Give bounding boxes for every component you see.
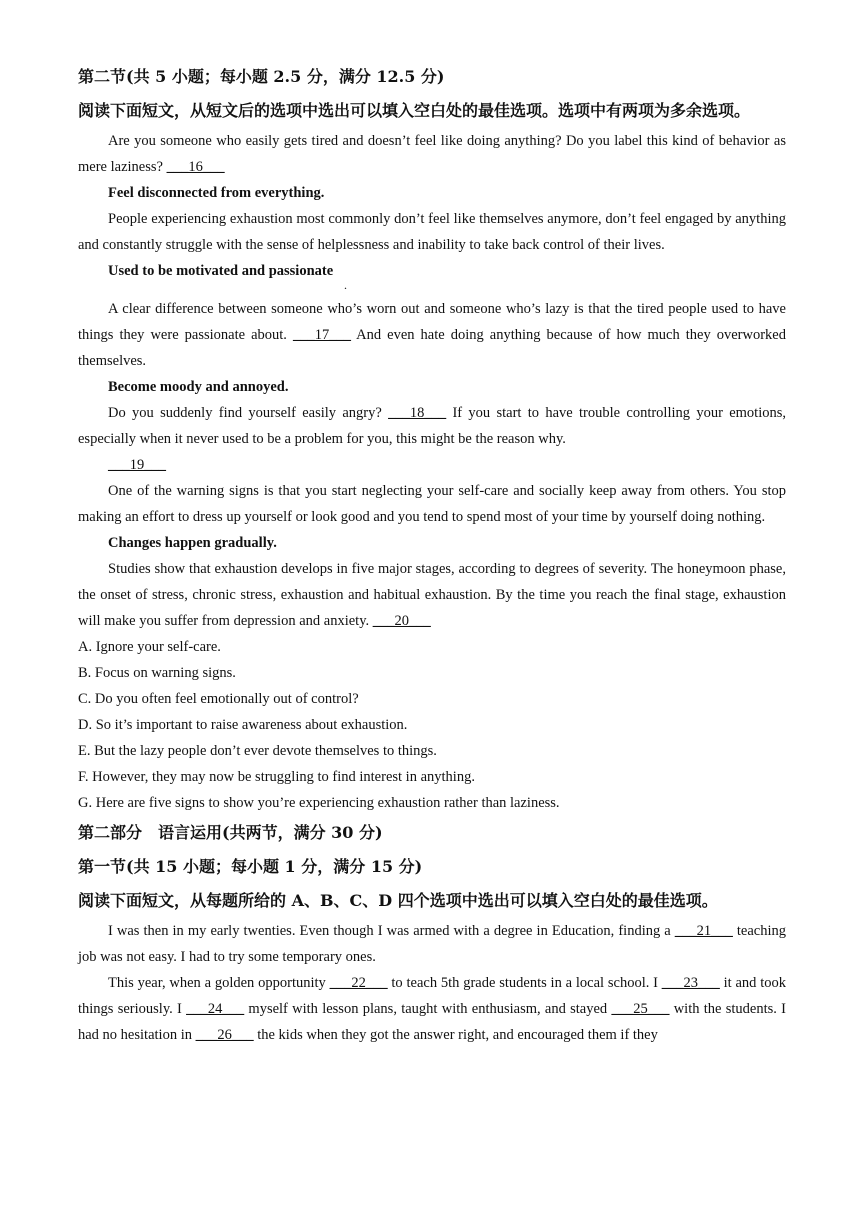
option-b: B. Focus on warning signs. [78, 665, 236, 681]
part2-instruction: 阅读下面短文，从每题所给的 A、B、C、D 四个选项中选出可以填入空白处的最佳选项。 [78, 891, 718, 910]
blank-24: ___24___ [186, 1001, 245, 1017]
stray-dot-line [78, 278, 786, 296]
part2-section1-heading: 第一节(共 15 小题；每小题 1 分，满分 15 分) [78, 857, 423, 876]
blank-18: ___18___ [388, 405, 447, 421]
option-g: G. Here are five signs to show you’re experiencing exhaustion rather than laziness. [78, 795, 560, 811]
passage1-paragraph-4 [78, 400, 786, 452]
blank-22: ___22___ [329, 975, 388, 991]
section2-instruction: 阅读下面短文，从短文后的选项中选出可以填入空白处的最佳选项。选项中有两项为多余选项。 [78, 101, 751, 120]
stray-dot: . [344, 278, 347, 292]
blank-19: ___19___ [108, 457, 166, 473]
option-f: F. However, they may now be struggling to find interest in anything. [78, 769, 475, 785]
passage2-text: teaching job was not easy. I had to try some temporary ones. [78, 923, 786, 965]
passage2-text: with the students. I had no hesitation in [78, 1001, 786, 1043]
passage1-subheading-3: Become moody and annoyed. [108, 379, 289, 395]
blank-16: ___16___ [166, 159, 225, 175]
passage1-subheading-4: Changes happen gradually. [108, 535, 277, 551]
passage2-text: I was then in my early twenties. Even though I was armed with a degree in Education, finding a [108, 923, 675, 939]
passage1-text: Are you someone who easily gets tired and doesn’t feel like doing anything? Do you label this kind of behavior as mere laziness? [78, 133, 786, 175]
passage1-text: A clear difference between someone who’s worn out and someone who’s lazy is that the tired people used to have things they were passionate about. [78, 301, 786, 343]
passage1-subheading-1: Feel disconnected from everything. [108, 185, 325, 201]
document-page [78, 60, 786, 1048]
passage1-text: If you start to have trouble controlling your emotions, especially when it never used to be a problem for you, this might be the reason why. [78, 405, 786, 447]
passage1-text: Do you suddenly find yourself easily angry? [108, 405, 389, 421]
blank-25: ___25___ [611, 1001, 670, 1017]
option-e: E. But the lazy people don’t ever devote themselves to things. [78, 743, 437, 759]
blank-20: ___20___ [372, 613, 431, 629]
passage1-paragraph-3 [78, 296, 786, 374]
passage2-text: to teach 5th grade students in a local school. I [387, 975, 662, 991]
option-d: D. So it’s important to raise awareness about exhaustion. [78, 717, 408, 733]
passage2-paragraph-1 [78, 918, 786, 970]
passage1-paragraph-6 [78, 556, 786, 634]
passage1-text: And even hate doing anything because of how much they overworked themselves. [78, 327, 786, 369]
passage1-subheading-2: Used to be motivated and passionate [108, 263, 334, 279]
passage2-text: the kids when they got the answer right, and encouraged them if they [253, 1027, 658, 1043]
blank-23: ___23___ [661, 975, 720, 991]
passage2-text: it and took things seriously. I [78, 975, 786, 1017]
section2-heading: 第二节(共 5 小题；每小题 2.5 分，满分 12.5 分) [78, 67, 445, 86]
blank-21: ___21___ [674, 923, 733, 939]
options-list [78, 634, 786, 816]
passage1-paragraph-1 [78, 128, 786, 180]
passage2-paragraph-2 [78, 970, 786, 1048]
passage2-text: This year, when a golden opportunity [108, 975, 330, 991]
passage1-paragraph-5: One of the warning signs is that you start neglecting your self-care and socially keep away from others. You stop making an effort to dress up yourself or look good and you tend to spend most of your time by yourself doing nothing. [78, 483, 786, 525]
passage1-text: Studies show that exhaustion develops in five major stages, according to degrees of severity. The honeymoon phase, the onset of stress, chronic stress, exhaustion and habitual exhaustion. By the time you reach the final stage, exhaustion will make you suffer from depression and anxiety. [78, 561, 786, 629]
option-a: A. Ignore your self-care. [78, 639, 221, 655]
passage2-text: myself with lesson plans, taught with enthusiasm, and stayed [244, 1001, 612, 1017]
passage1-paragraph-2: People experiencing exhaustion most commonly don’t feel like themselves anymore, don’t feel engaged by anything and constantly struggle with the sense of helplessness and inability to take back control of their lives. [78, 211, 786, 253]
part2-heading: 第二部分 语言运用(共两节，满分 30 分) [78, 823, 383, 842]
blank-26: ___26___ [195, 1027, 254, 1043]
blank-17: ___17___ [292, 327, 351, 343]
option-c: C. Do you often feel emotionally out of control? [78, 691, 359, 707]
passage1-subheading-blank-19 [78, 452, 786, 478]
